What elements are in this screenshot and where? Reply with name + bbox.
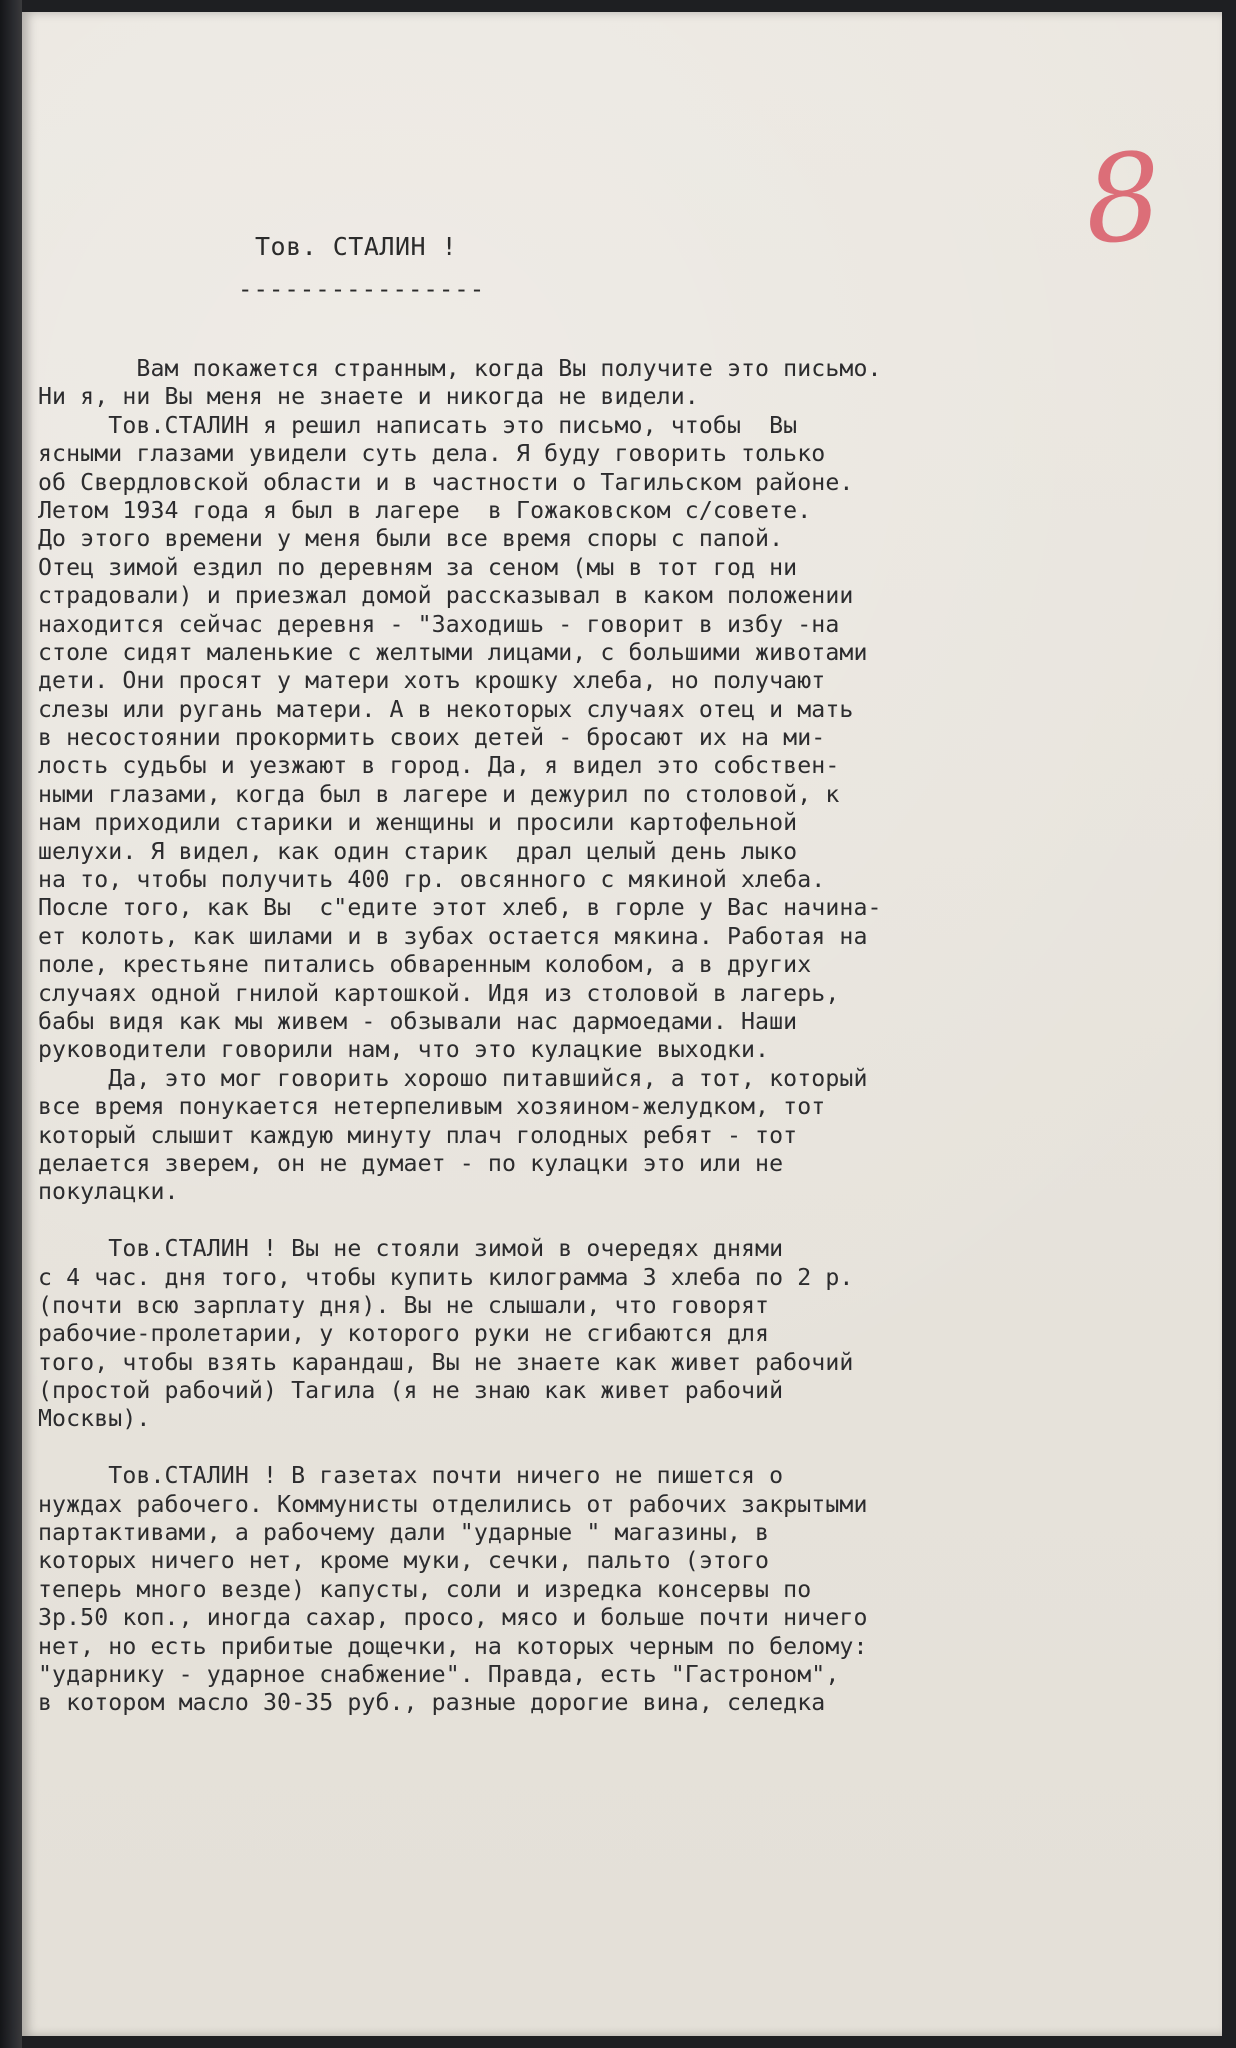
letter-line: дети. Они просят у матери хотъ крошку хлеба, но получают [38,667,826,695]
letter-line: Москвы). [38,1405,151,1433]
letter-line: Отец зимой ездил по деревням за сеном (мы в тот год ни [38,553,798,581]
letter-line: (простой рабочий) Тагила (я не знаю как живет рабочий [38,1377,784,1405]
letter-line: Ни я, ни Вы меня не знаете и никогда не видели. [38,383,699,411]
letter-line: Вам покажется странным, когда Вы получите это письмо. [38,355,882,382]
letter-line: в котором масло 30-35 руб., разные дорогие вина, селедка [38,1689,826,1717]
letter-line: Тов.СТАЛИН я решил написать это письмо, чтобы Вы [38,411,798,439]
letter-line: Да, это мог говорить хорошо питавшийся, а тот, который [38,1064,868,1092]
letter-line: шелухи. Я видел, как один старик драл целый день лыко [38,837,798,865]
letter-line: ясными глазами увидели суть дела. Я буду говорить только [38,440,826,468]
letter-line: Летом 1934 года я был в лагере в Гожаковском с/совете. [38,496,812,524]
letter-line: страдовали) и приезжал домой рассказывал в каком положении [38,582,854,610]
letter-line: лость судьбы и уезжают в город. Да, я видел это собствен- [38,752,840,780]
letter-line: который слышит каждую минуту плач голодных ребят - тот [38,1121,798,1149]
handwritten-page-number: 8 [1080,127,1167,272]
letter-line: случаях одной гнилой картошкой. Идя из столовой в лагерь, [38,979,840,1007]
letter-line: Тов.СТАЛИН ! В газетах почти ничего не пишется о [38,1462,784,1490]
letter-line: с 4 час. дня того, чтобы купить килограмма 3 хлеба по 2 р. [38,1263,854,1291]
letter-line [38,1434,1218,1462]
letter-salutation: Тов. СТАЛИН ! [255,232,458,261]
letter-line: Тов.СТАЛИН ! Вы не стояли зимой в очередях днями [38,1235,784,1263]
letter-line: на то, чтобы получить 400 гр. овсянного с мякиной хлеба. [38,866,826,894]
letter-line: нуждах рабочего. Коммунисты отделились от рабочих закрытыми [38,1490,868,1518]
letter-line: (почти всю зарплату дня). Вы не слышали, что говорят [38,1291,770,1319]
letter-line: бабы видя как мы живем - обзывали нас дармоедами. Наши [38,1007,798,1035]
letter-line: поле, крестьяне питались обваренным колобом, а в других [38,951,812,979]
letter-line: в несостоянии прокормить своих детей - бросают их на ми- [38,724,826,752]
letter-line: руководители говорили нам, что это кулацкие выходки. [38,1036,770,1064]
letter-line: До этого времени у меня были все время споры с папой. [38,525,784,553]
salutation-underline: ---------------- [238,275,486,303]
letter-line: слезы или ругань матери. А в некоторых случаях отец и мать [38,695,854,723]
letter-line: столе сидят маленькие с желтыми лицами, с большими животами [38,638,868,666]
letter-line: нет, но есть прибитые дощечки, на которых черным по белому: [38,1632,868,1660]
letter-line: все время понукается нетерпеливым хозяином-желудком, тот [38,1093,826,1121]
letter-line: После того, как Вы с"едите этот хлеб, в горле у Вас начина- [38,894,882,922]
letter-line: покулацки. [38,1178,179,1206]
letter-line: партактивами, а рабочему дали "ударные " магазины, в [38,1519,770,1547]
letter-line: ными глазами, когда был в лагере и дежурил по столовой, к [38,780,840,808]
letter-line: об Свердловской области и в частности о Тагильском районе. [38,468,854,496]
letter-line [38,1207,1218,1235]
letter-line: делается зверем, он не думает - по кулацки это или не [38,1149,784,1177]
letter-line: того, чтобы взять карандаш, Вы не знаете как живет рабочий [38,1348,854,1376]
letter-line: 3р.50 коп., иногда сахар, просо, мясо и больше почти ничего [38,1604,868,1632]
letter-line: рабочие-пролетарии, у которого руки не сгибаются для [38,1320,770,1348]
letter-line: теперь много везде) капусты, соли и изредка консервы по [38,1575,812,1603]
letter-body [38,355,1218,1718]
letter-line: нам приходили старики и женщины и просили картофельной [38,809,798,837]
letter-line: ет колоть, как шилами и в зубах остается мякина. Работая на [38,922,868,950]
letter-line: "ударнику - ударное снабжение". Правда, есть "Гастроном", [38,1660,840,1688]
binding-edge [0,0,22,2048]
letter-line: находится сейчас деревня - "Заходишь - говорит в избу -на [38,610,840,638]
letter-line: которых ничего нет, кроме муки, сечки, пальто (этого [38,1547,770,1575]
